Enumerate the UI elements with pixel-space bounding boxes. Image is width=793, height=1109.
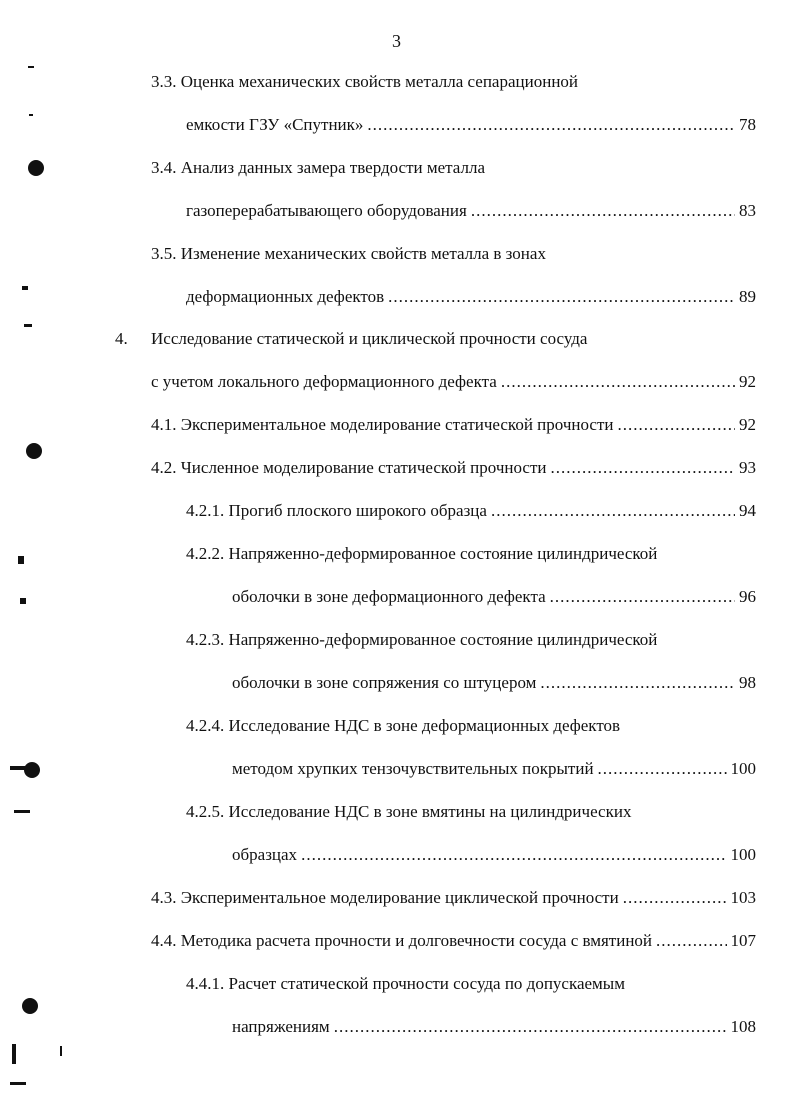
toc-entry-text: деформационных дефектов <box>186 287 385 306</box>
binding-hole-mark <box>28 160 44 176</box>
toc-page-number: 92 <box>739 372 756 391</box>
toc-entry-4-2-2-title: 4.2.2. Напряженно-деформированное состояние цилиндрической <box>186 544 658 563</box>
dot-leader <box>301 844 726 866</box>
scan-speck <box>12 1044 16 1064</box>
toc-entry-4-3[interactable] <box>151 887 756 909</box>
toc-entry-4-title: Исследование статической и циклической прочности сосуда <box>151 329 588 348</box>
toc-entry-text: напряжениям <box>232 1017 330 1036</box>
toc-entry-4-2-1[interactable] <box>186 500 756 522</box>
toc-entry-text: 4.1. Экспериментальное моделирование статической прочности <box>151 415 614 434</box>
scan-speck <box>10 766 26 770</box>
toc-entry-text: 4.4. Методика расчета прочности и долговечности сосуда с вмятиной <box>151 931 653 950</box>
toc-entry-text: емкости ГЗУ «Спутник» <box>186 115 364 134</box>
dot-leader <box>656 930 726 952</box>
scan-speck <box>18 556 24 564</box>
toc-page-number: 94 <box>739 501 756 520</box>
toc-entry-3-5-title: 3.5. Изменение механических свойств металла в зонах <box>151 244 546 263</box>
toc-entry-4-2-5[interactable] <box>232 844 756 866</box>
scan-speck <box>20 598 26 604</box>
toc-entry-4-1[interactable] <box>151 414 756 436</box>
scan-speck <box>14 810 30 813</box>
toc-entry-text: оболочки в зоне сопряжения со штуцером <box>232 673 537 692</box>
dot-leader <box>334 1016 727 1038</box>
toc-chapter-number: 4. <box>115 329 128 348</box>
dot-leader <box>550 457 735 479</box>
dot-leader <box>501 371 735 393</box>
toc-entry-text: оболочки в зоне деформационного дефекта <box>232 587 546 606</box>
page-number: 3 <box>392 31 401 51</box>
scan-speck <box>10 1082 26 1085</box>
dot-leader <box>388 286 735 308</box>
binding-hole-mark <box>26 443 42 459</box>
scan-speck <box>24 324 32 327</box>
toc-entry-3-4-title: 3.4. Анализ данных замера твердости металла <box>151 158 486 177</box>
scan-speck <box>29 114 33 116</box>
dot-leader <box>617 414 735 436</box>
toc-page-number: 100 <box>730 845 756 864</box>
toc-entry-4-2-2[interactable] <box>232 586 756 608</box>
binding-hole-mark <box>24 762 40 778</box>
toc-entry-text: 4.3. Экспериментальное моделирование циклической прочности <box>151 888 619 907</box>
toc-entry-4-4-1[interactable] <box>232 1016 756 1038</box>
toc-entry-3-4[interactable] <box>186 200 756 222</box>
toc-page-number: 92 <box>739 415 756 434</box>
dot-leader <box>598 758 727 780</box>
toc-page-number: 108 <box>730 1017 756 1036</box>
toc-page-number: 96 <box>739 587 756 606</box>
toc-entry-text: 4.2.1. Прогиб плоского широкого образца <box>186 501 487 520</box>
toc-entry-text: с учетом локального деформационного дефекта <box>151 372 497 391</box>
toc-entry-text: образцах <box>232 845 298 864</box>
scan-speck <box>60 1046 62 1056</box>
toc-entry-text: методом хрупких тензочувствительных покрытий <box>232 759 594 778</box>
toc-entry-text: газоперерабатывающего оборудования <box>186 201 467 220</box>
toc-entry-4-2-4[interactable] <box>232 758 756 780</box>
toc-entry-text: 4.2. Численное моделирование статической прочности <box>151 458 547 477</box>
toc-entry-3-3[interactable] <box>186 114 756 136</box>
dot-leader <box>471 200 735 222</box>
dot-leader <box>550 586 735 608</box>
toc-page-number: 100 <box>730 759 756 778</box>
dot-leader <box>491 500 735 522</box>
scan-speck <box>28 66 34 68</box>
toc-entry-4-2-5-title: 4.2.5. Исследование НДС в зоне вмятины на цилиндрических <box>186 802 632 821</box>
toc-entry-4-2-4-title: 4.2.4. Исследование НДС в зоне деформационных дефектов <box>186 716 621 735</box>
toc-entry-3-5[interactable] <box>186 286 756 308</box>
binding-hole-mark <box>22 998 38 1014</box>
toc-entry-4-2-3-title: 4.2.3. Напряженно-деформированное состояние цилиндрической <box>186 630 658 649</box>
toc-entry-4-4[interactable] <box>151 930 756 952</box>
toc-page-number: 103 <box>730 888 756 907</box>
toc-page-number: 89 <box>739 287 756 306</box>
toc-entry-3-3-title: 3.3. Оценка механических свойств металла сепарационной <box>151 72 579 91</box>
toc-entry-4[interactable] <box>151 371 756 393</box>
toc-entry-4-4-1-title: 4.4.1. Расчет статической прочности сосуда по допускаемым <box>186 974 625 993</box>
dot-leader <box>367 114 735 136</box>
toc-page-number: 78 <box>739 115 756 134</box>
toc-entry-4-2-3[interactable] <box>232 672 756 694</box>
toc-page-number: 107 <box>730 931 756 950</box>
toc-page-number: 93 <box>739 458 756 477</box>
dot-leader <box>540 672 735 694</box>
toc-entry-4-2[interactable] <box>151 457 756 479</box>
scan-speck <box>22 286 28 290</box>
toc-page-number: 98 <box>739 673 756 692</box>
toc-page-number: 83 <box>739 201 756 220</box>
dot-leader <box>623 887 727 909</box>
